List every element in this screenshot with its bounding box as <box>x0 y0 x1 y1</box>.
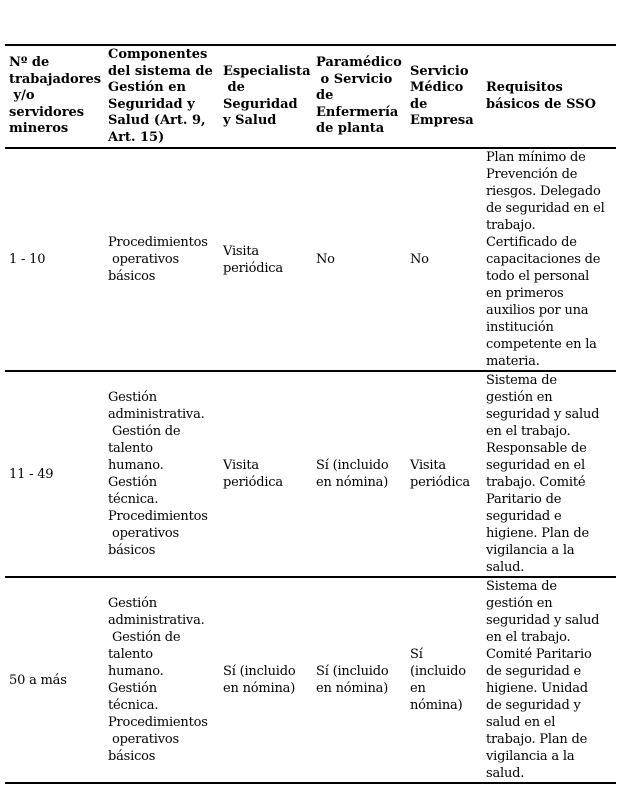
cell-specialist: Visita periódica <box>223 458 283 490</box>
cell-requirements: Sistema de gestión en seguridad y salud en el trabajo. Comité Paritario de seguridad e higiene. Unidad de seguridad y salud en el trabajo. Plan de vigilancia a la salud. <box>486 579 600 781</box>
cell-components: Procedimientos operativos básicos <box>108 235 208 284</box>
cell-specialist: Visita periódica <box>223 243 283 276</box>
table-row <box>5 148 616 371</box>
cell-requirements: Sistema de gestión en seguridad y salud en el trabajo. Responsable de seguridad en el trabajo. Comité Paritario de seguridad e higiene. Plan de vigilancia a la salud. <box>486 373 600 575</box>
header-medical-service: Servicio Médico de Empresa <box>410 63 474 128</box>
header-components: Componentes del sistema de Gestión en Seguridad y Salud (Art. 9, Art. 15) <box>108 47 213 145</box>
header-specialist: Especialista de Seguridad y Salud <box>223 63 311 128</box>
cell-workers: 11 - 49 <box>9 466 54 482</box>
cell-paramedic: Sí (incluido en nómina) <box>316 664 389 696</box>
cell-workers: 50 a más <box>9 672 67 688</box>
cell-components: Gestión administrativa. Gestión de talento humano. Gestión técnica. Procedimientos operativos básicos <box>108 596 208 764</box>
table-row <box>5 577 616 783</box>
table-header-row <box>5 45 616 148</box>
header-paramedic: Paramédico o Servicio de Enfermería de planta <box>316 55 402 137</box>
cell-specialist: Sí (incluido en nómina) <box>223 664 296 696</box>
table-row <box>5 371 616 577</box>
header-workers: Nº de trabajadores y/o servidores mineros <box>9 55 102 137</box>
cell-workers: 1 - 10 <box>9 252 46 267</box>
cell-requirements: Plan mínimo de Prevención de riesgos. Delegado de seguridad en el trabajo. Certificado de capacitaciones de todo el personal en primeros auxilios por una institución competente en la materia. <box>486 150 605 369</box>
cell-paramedic: Sí (incluido en nómina) <box>316 458 389 490</box>
cell-components: Gestión administrativa. Gestión de talento humano. Gestión técnica. Procedimientos operativos básicos <box>108 390 208 558</box>
header-requirements: Requisitos básicos de SSO <box>486 80 596 112</box>
sso-requirements-table <box>5 44 616 784</box>
cell-medical-service: Sí (incluido en nómina) <box>410 647 466 713</box>
cell-medical-service: No <box>410 252 429 267</box>
cell-paramedic: No <box>316 252 335 267</box>
cell-medical-service: Visita periódica <box>410 458 470 490</box>
